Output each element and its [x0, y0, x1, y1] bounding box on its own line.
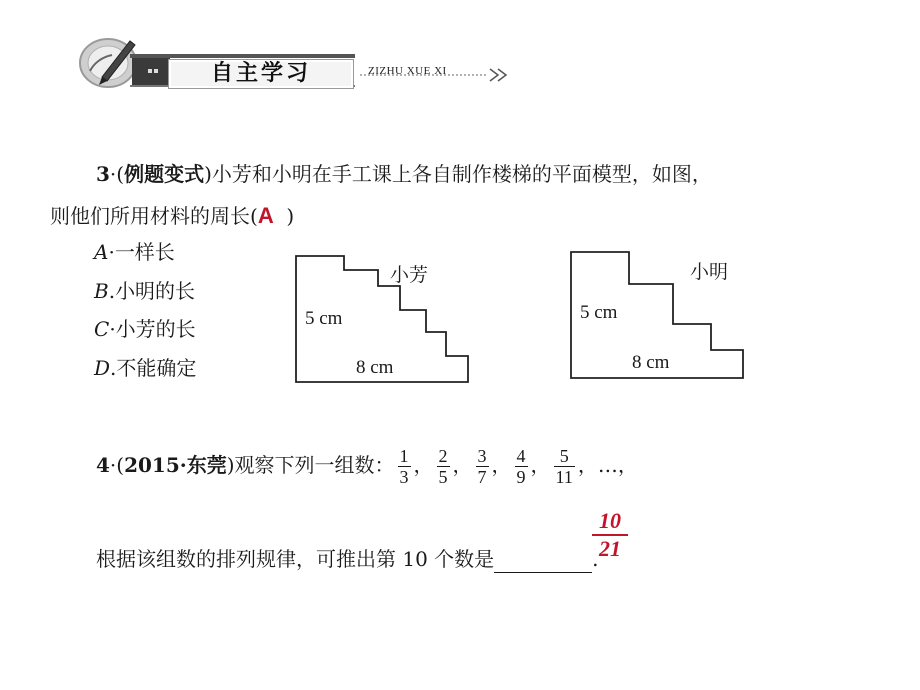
denominator: 9 — [516, 467, 526, 487]
comma: ， — [577, 453, 598, 477]
denominator: 5 — [438, 467, 448, 487]
q4-source-dot: · — [179, 453, 187, 477]
answer-blank — [494, 552, 592, 573]
q3-number: 3 — [96, 162, 110, 186]
figure-width-label-xiaoming: 8 cm — [632, 352, 670, 373]
q4-line2-end: . — [592, 547, 599, 571]
numerator: 4 — [516, 446, 526, 466]
q4-source-place: 东莞 — [186, 453, 227, 477]
section-title: 自主学习 — [168, 59, 354, 89]
option-letter: A — [94, 240, 109, 264]
q4-source-close: ) — [226, 453, 235, 477]
q3-option-b — [94, 277, 195, 305]
pen-icon — [80, 39, 136, 87]
figure-width-label-xiaofang: 8 cm — [356, 357, 394, 378]
q3-option-c — [94, 315, 196, 343]
comma: ， — [491, 453, 512, 477]
denominator: 11 — [555, 467, 573, 487]
fraction — [515, 446, 528, 487]
q3-tag-close: ) — [204, 162, 212, 186]
q3-sep: · — [109, 162, 117, 186]
comma: ， — [530, 453, 551, 477]
option-sep: · — [108, 240, 115, 264]
q3-tag-open: ( — [116, 162, 125, 186]
q4-line1 — [96, 440, 638, 490]
figure-name-xiaoming: 小明 — [690, 262, 729, 283]
q4-line2 — [96, 545, 599, 573]
q3-tag: 例题变式 — [124, 162, 205, 186]
q3-option-a — [94, 238, 175, 266]
ellipsis: …， — [597, 453, 638, 477]
answer-denominator: 21 — [599, 536, 621, 561]
figure-name-xiaofang: 小芳 — [390, 265, 429, 286]
option-letter: B — [94, 279, 109, 303]
q4-number: 4 — [96, 453, 110, 477]
option-letter: C — [94, 317, 110, 341]
q3-text1: 小芳和小明在手工课上各自制作楼梯的平面模型，如图， — [211, 162, 712, 186]
option-text: 小芳的长 — [115, 317, 196, 341]
denominator: 7 — [477, 467, 487, 487]
q3-answer: A — [257, 203, 274, 228]
q3-text2-end: ) — [286, 204, 295, 228]
comma: ， — [452, 453, 473, 477]
q4-source-open: ( — [116, 453, 125, 477]
q4-source-year: 2015 — [124, 453, 180, 477]
section-subtitle: ZIZHU XUE XI — [368, 65, 447, 77]
answer-numerator: 10 — [592, 508, 628, 536]
option-sep: . — [108, 279, 116, 303]
numerator: 1 — [399, 446, 409, 466]
option-sep: · — [109, 317, 116, 341]
q4-line2-text: 根据该组数的排列规律，可推出第 10 个数是 — [96, 547, 495, 571]
q3-line1 — [96, 160, 712, 188]
numerator: 5 — [554, 446, 575, 467]
comma: ， — [413, 453, 434, 477]
figure-height-label-xiaofang: 5 cm — [305, 308, 343, 329]
fraction — [476, 446, 489, 487]
fraction — [554, 446, 575, 487]
option-sep: . — [110, 356, 117, 380]
option-text: 一样长 — [114, 240, 175, 264]
q3-line2 — [50, 202, 294, 230]
q4-answer-fraction — [592, 508, 628, 562]
figure-height-label-xiaoming: 5 cm — [580, 302, 618, 323]
q3-text2: 则他们所用材料的周长( — [50, 204, 258, 228]
option-text: 不能确定 — [116, 356, 197, 380]
option-text: 小明的长 — [115, 279, 196, 303]
numerator: 3 — [477, 446, 487, 466]
fraction — [398, 446, 411, 487]
option-letter: D — [94, 356, 111, 380]
fraction — [437, 446, 450, 487]
q4-sep: · — [109, 453, 117, 477]
q4-text: 观察下列一组数： — [234, 453, 395, 477]
denominator: 3 — [399, 467, 409, 487]
numerator: 2 — [438, 446, 448, 466]
q3-option-d — [94, 354, 196, 382]
